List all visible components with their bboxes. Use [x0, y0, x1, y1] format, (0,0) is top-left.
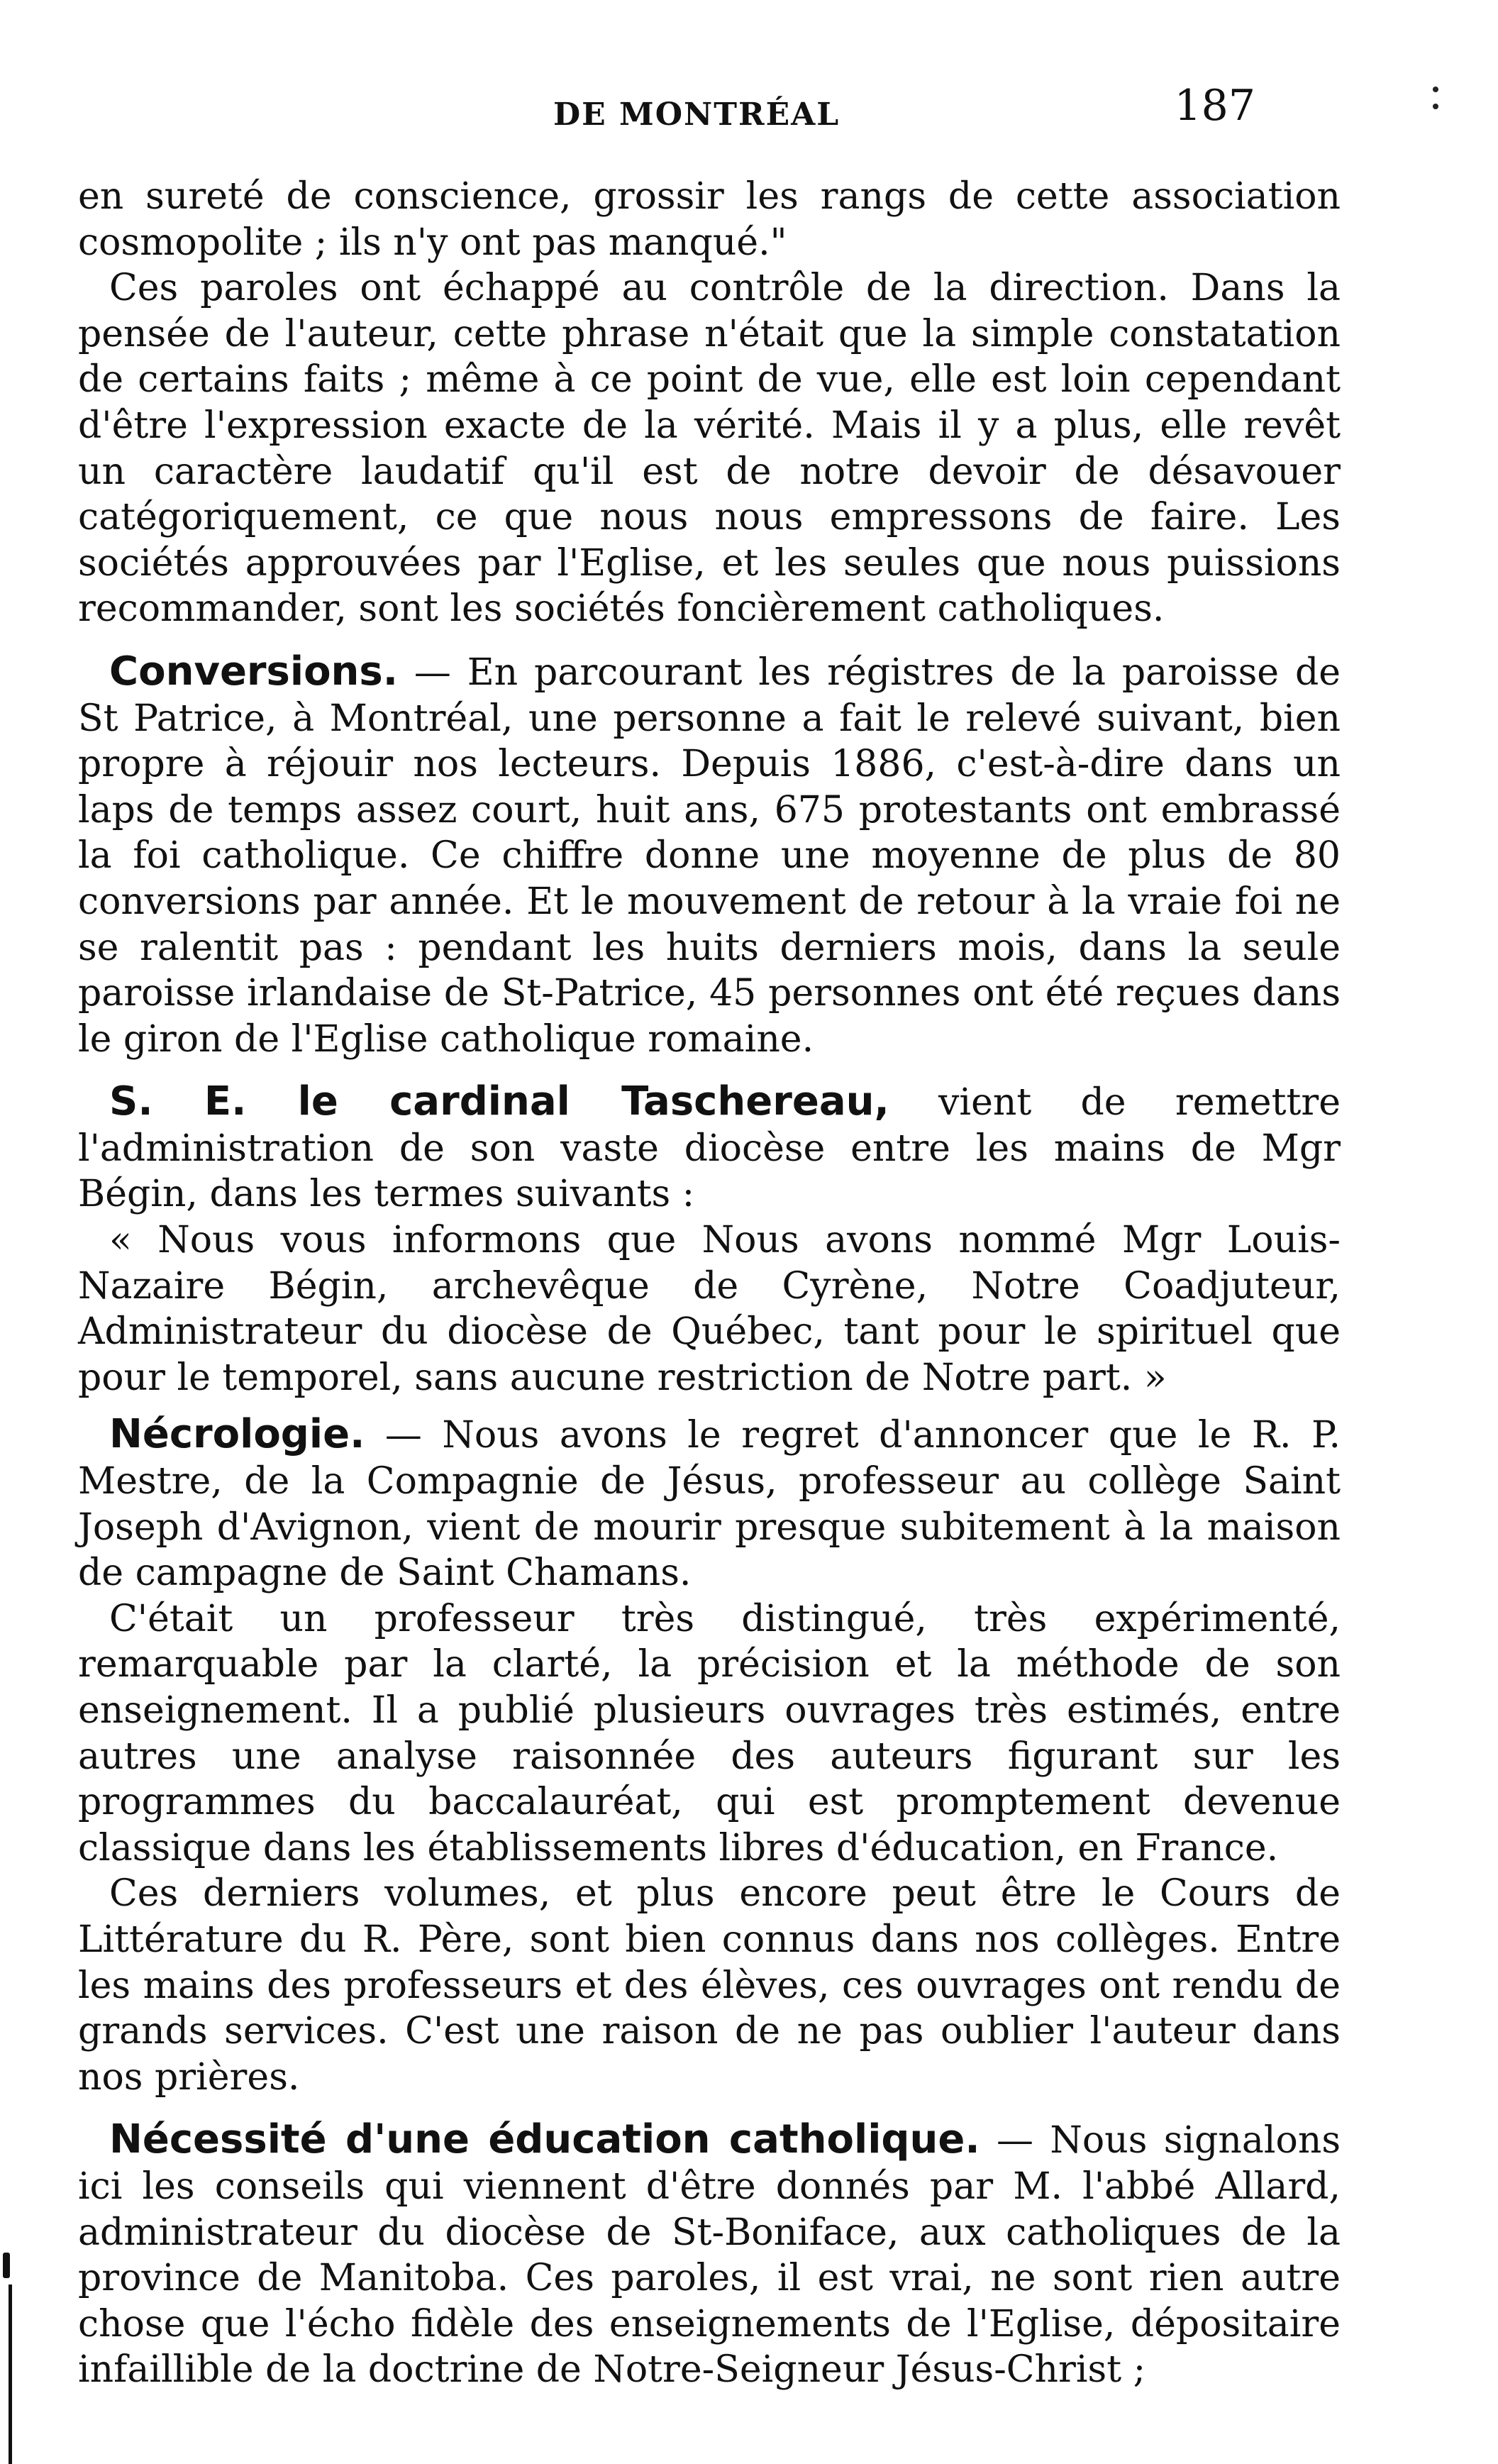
- paragraph-text: en sureté de conscience, grossir les rangs de cette association cosmopolite ; ils n'y ont pas manqué.": [78, 175, 1341, 264]
- paragraph-text: « Nous vous informons que Nous avons nommé Mgr Louis-Nazaire Bégin, archevêque de Cyrène, Notre Coadjuteur, Administrateur du diocèse de Québec, tant pour le spirituel que pour le temporel, sans aucune restriction de Notre part. »: [78, 1219, 1341, 1399]
- paragraph-text: Ces derniers volumes, et plus encore peut être le Cours de Littérature du R. Père, sont bien connus dans nos collèges. Entre les mains des professeurs et des élèves, ces ouvrages ont rendu de grands services. C'est une raison de ne pas oublier l'auteur dans nos prières.: [78, 1872, 1341, 2099]
- page-number: 187: [1174, 81, 1255, 131]
- paragraph-conversions: [78, 649, 1341, 1062]
- paragraph-necrologie: [78, 1412, 1341, 1596]
- running-head: [511, 81, 1362, 142]
- paragraph-text: Ces paroles ont échappé au contrôle de la direction. Dans la pensée de l'auteur, cette phrase n'était que la simple constatation de certains faits ; même à ce point de vue, elle est loin cependant d'être l'expression exacte de la vérité. Mais il y a plus, elle revêt un caractère laudatif qu'il est de notre devoir de désavouer catégoriquement, ce que nous nous empressons de faire. Les sociétés approuvées par l'Eglise, et les seules que nous puissions recommander, sont les sociétés foncièrement catholiques.: [78, 267, 1341, 631]
- scan-speck: [1433, 104, 1438, 109]
- section-heading-necrologie: Nécrologie.: [109, 1411, 365, 1458]
- scan-speck: [1433, 87, 1438, 92]
- paragraph-education: [78, 2117, 1341, 2393]
- paragraph-text: C'était un professeur très distingué, très expérimenté, remarquable par la clarté, la précision et la méthode de son enseignement. Il a publié plusieurs ouvrages très estimés, entre autres une analyse raisonnée des auteurs figurant sur les programmes du baccalauréat, qui est promptement devenue classique dans les établissements libres d'éducation, en France.: [78, 1597, 1341, 1869]
- paragraph-taschereau: [78, 1079, 1341, 1217]
- paragraph-text: vient de remettre l'administration de son vaste diocèse entre les mains de Mgr Bégin, dans les termes suivants :: [78, 1081, 1341, 1216]
- paragraph-text: — Nous avons le regret d'annoncer que le R. P. Mestre, de la Compagnie de Jésus, professeur au collège Saint Joseph d'Avignon, vient de mourir presque subitement à la maison de campagne de Saint Chamans.: [78, 1414, 1341, 1595]
- paragraph-text: — En parcourant les régistres de la paroisse de St Patrice, à Montréal, une personne a fait le relevé suivant, bien propre à réjouir nos lecteurs. Depuis 1886, c'est-à-dire dans un laps de temps assez court, huit ans, 675 protestants ont embrassé la foi catholique. Ce chiffre donne une moyenne de plus de 80 conversions par année. Et le mouvement de retour à la vraie foi ne se ralentit pas : pendant les huits derniers mois, dans la seule paroisse irlandaise de St-Patrice, 45 personnes ont été reçues dans le giron de l'Eglise catholique romaine.: [78, 651, 1341, 1061]
- paragraph-quotation: [78, 1217, 1341, 1400]
- paragraph-text: — Nous signalons ici les conseils qui viennent d'être donnés par M. l'abbé Allard, administrateur du diocèse de St-Boniface, aux catholiques de la province de Manitoba. Ces paroles, il est vrai, ne sont rien autre chose que l'écho fidèle des enseignements de l'Eglise, dépositaire infaillible de la doctrine de Notre-Seigneur Jésus-Christ ;: [78, 2119, 1341, 2392]
- text-column: [78, 174, 1341, 2393]
- section-heading-taschereau: S. E. le cardinal Taschereau,: [109, 1078, 889, 1125]
- running-head-title: DE MONTRÉAL: [553, 96, 840, 133]
- paragraph-volumes: [78, 1871, 1341, 2100]
- scan-edge-line: [9, 2285, 12, 2464]
- scan-edge-mark: [3, 2253, 10, 2278]
- section-heading-education: Nécessité d'une éducation catholique.: [109, 2116, 980, 2163]
- paragraph-professor: [78, 1596, 1341, 1872]
- paragraph-disclaimer: [78, 265, 1341, 632]
- section-heading-conversions: Conversions.: [109, 648, 399, 695]
- paragraph-continuation: [78, 174, 1341, 265]
